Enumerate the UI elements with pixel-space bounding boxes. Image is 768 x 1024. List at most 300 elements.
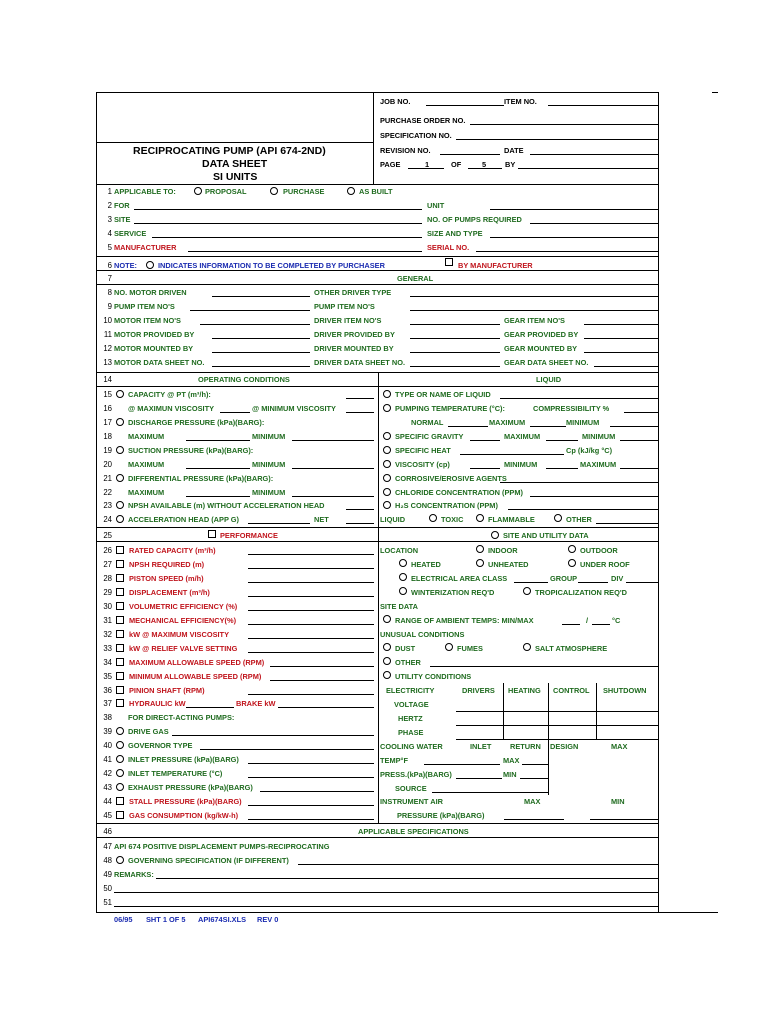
motor-mounted-label: MOTOR MOUNTED BY: [114, 344, 194, 353]
proposal-label: PROPOSAL: [205, 187, 247, 196]
proposal-radio[interactable]: [194, 187, 202, 195]
gas-consumption-label: GAS CONSUMPTION (kg/kW-h): [129, 811, 239, 820]
pump-item-field-2[interactable]: [410, 310, 658, 311]
po-no-label: PURCHASE ORDER NO.: [380, 116, 466, 125]
pumping-temp-radio[interactable]: [383, 404, 391, 412]
differential-min-label: MINIMUM: [252, 488, 286, 497]
temp-f-label: TEMP°F: [380, 756, 408, 765]
row-number: 42: [103, 769, 112, 778]
motor-datasheet-field[interactable]: [212, 366, 310, 367]
drive-gas-radio[interactable]: [116, 727, 124, 735]
temp-normal-label: NORMAL: [411, 418, 444, 427]
npsh-available-label: NPSH AVAILABLE (m) WITHOUT ACCELERATION HEAD: [128, 501, 325, 510]
page-total: 5: [482, 160, 487, 169]
row-number: 44: [103, 797, 112, 806]
driver-provided-label: DRIVER PROVIDED BY: [314, 330, 395, 339]
row-number: 48: [103, 856, 112, 865]
governing-spec-label: GOVERNING SPECIFICATION (IF DIFFERENT): [128, 856, 289, 865]
gas-consumption-checkbox[interactable]: [116, 811, 124, 819]
viscosity-label: VISCOSITY (cp): [395, 460, 450, 469]
footer-rev: REV 0: [257, 915, 279, 924]
row-number: 46: [103, 827, 112, 836]
kw-max-viscosity-checkbox[interactable]: [116, 630, 124, 638]
viscosity-radio[interactable]: [383, 460, 391, 468]
cooling-press-label: PRESS.(kPa)(BARG): [380, 770, 452, 779]
spec-no-label: SPECIFICATION NO.: [380, 131, 452, 140]
pinion-shaft-label: PINION SHAFT (RPM): [129, 686, 205, 695]
min-viscosity-label: @ MINIMUM VISCOSITY: [252, 404, 336, 413]
winterization-radio[interactable]: [399, 587, 407, 595]
npsh-required-label: NPSH REQUIRED (m): [129, 560, 205, 569]
utility-conditions-radio[interactable]: [383, 671, 391, 679]
form-title: RECIPROCATING PUMP (API 674-2ND): [133, 145, 326, 157]
no-motor-driven-field[interactable]: [212, 296, 310, 297]
dust-radio[interactable]: [383, 643, 391, 651]
governing-spec-radio[interactable]: [116, 856, 124, 864]
stall-pressure-label: STALL PRESSURE (kPa)(BARG): [129, 797, 242, 806]
direct-acting-heading: FOR DIRECT-ACTING PUMPS:: [128, 713, 235, 722]
gear-datasheet-field[interactable]: [594, 366, 658, 367]
job-no-label: JOB NO.: [380, 97, 411, 106]
manufacturer-field[interactable]: [188, 251, 422, 252]
dust-label: DUST: [395, 644, 416, 653]
inlet-pressure-label: INLET PRESSURE (kPa)(BARG): [128, 755, 239, 764]
row-number: 25: [103, 531, 112, 540]
date-field[interactable]: [530, 154, 658, 155]
gear-item-field[interactable]: [584, 324, 658, 325]
displacement-label: DISPLACEMENT (m³/h): [129, 588, 210, 597]
max-speed-label: MAXIMUM ALLOWABLE SPEED (RPM): [129, 658, 265, 667]
other-driver-field[interactable]: [410, 296, 658, 297]
type-liquid-radio[interactable]: [383, 390, 391, 398]
source-label: SOURCE: [395, 784, 427, 793]
chloride-radio[interactable]: [383, 488, 391, 496]
sg-min-label: MINIMUM: [582, 432, 616, 441]
cooling-design-header: DESIGN: [550, 742, 579, 751]
row-number: 3: [107, 215, 112, 224]
salt-atmosphere-label: SALT ATMOSPHERE: [535, 644, 608, 653]
by-field[interactable]: [518, 168, 658, 169]
remarks-label: REMARKS:: [114, 870, 154, 879]
row-number: 21: [103, 474, 112, 483]
as-built-radio[interactable]: [347, 187, 355, 195]
revision-no-field[interactable]: [440, 154, 500, 155]
inlet-pressure-radio[interactable]: [116, 755, 124, 763]
revision-no-label: REVISION NO.: [380, 146, 431, 155]
note-purchaser-text: INDICATES INFORMATION TO BE COMPLETED BY PURCHASER: [158, 261, 385, 270]
liquid-heading: LIQUID: [536, 375, 562, 384]
pump-item-label: PUMP ITEM NO'S: [114, 302, 175, 311]
temp-min-label: MINIMUM: [566, 418, 600, 427]
site-utility-heading: SITE AND UTILITY DATA: [503, 531, 589, 540]
row-number: 38: [103, 713, 112, 722]
heated-label: HEATED: [411, 560, 441, 569]
row-number: 5: [107, 243, 112, 252]
viscosity-min-label: MINIMUM: [504, 460, 538, 469]
row-number: 22: [103, 488, 112, 497]
form-units: SI UNITS: [213, 171, 258, 183]
footer-sheet: SHT 1 OF 5: [146, 915, 186, 924]
exhaust-pressure-radio[interactable]: [116, 783, 124, 791]
tropicalization-radio[interactable]: [523, 587, 531, 595]
mechanical-efficiency-label: MECHANICAL EFFICIENCY(%): [129, 616, 237, 625]
unit-field[interactable]: [490, 209, 658, 210]
note-label: NOTE:: [114, 261, 137, 270]
tropicalization-label: TROPICALIZATION REQ'D: [535, 588, 627, 597]
kw-relief-valve-checkbox[interactable]: [116, 644, 124, 652]
control-col-header: CONTROL: [553, 686, 590, 695]
size-type-label: SIZE AND TYPE: [427, 229, 483, 238]
manufacturer-indicator-icon: [445, 258, 453, 266]
acceleration-head-radio[interactable]: [116, 515, 124, 523]
suction-min-label: MINIMUM: [252, 460, 286, 469]
other-hazard-radio[interactable]: [554, 514, 562, 522]
stall-pressure-checkbox[interactable]: [116, 797, 124, 805]
row-number: 1: [107, 187, 112, 196]
npsh-required-checkbox[interactable]: [116, 560, 124, 568]
row-number: 32: [103, 630, 112, 639]
site-label: SITE: [114, 215, 131, 224]
motor-item-label: MOTOR ITEM NO'S: [114, 316, 181, 325]
general-heading: GENERAL: [397, 274, 434, 283]
indoor-radio[interactable]: [476, 545, 484, 553]
motor-provided-field[interactable]: [212, 338, 310, 339]
flammable-label: FLAMMABLE: [488, 515, 535, 524]
page-number: 1: [425, 160, 430, 169]
gear-mounted-label: GEAR MOUNTED BY: [504, 344, 578, 353]
gear-provided-field[interactable]: [584, 338, 658, 339]
shutdown-col-header: SHUTDOWN: [603, 686, 647, 695]
electricity-label: ELECTRICITY: [386, 686, 435, 695]
motor-datasheet-label: MOTOR DATA SHEET NO.: [114, 358, 205, 367]
item-no-field[interactable]: [548, 105, 658, 106]
salt-atmosphere-radio[interactable]: [523, 643, 531, 651]
item-no-label: ITEM NO.: [504, 97, 537, 106]
governor-type-label: GOVERNOR TYPE: [128, 741, 193, 750]
heating-col-header: HEATING: [508, 686, 541, 695]
unusual-conditions-label: UNUSUAL CONDITIONS: [380, 630, 465, 639]
row-number: 12: [103, 344, 112, 353]
row-number: 18: [103, 432, 112, 441]
volumetric-efficiency-label: VOLUMETRIC EFFICIENCY (%): [129, 602, 238, 611]
row-number: 26: [103, 546, 112, 555]
under-roof-label: UNDER ROOF: [580, 560, 630, 569]
hertz-label: HERTZ: [398, 714, 423, 723]
piston-speed-label: PISTON SPEED (m/h): [129, 574, 204, 583]
row-number: 43: [103, 783, 112, 792]
exhaust-pressure-label: EXHAUST PRESSURE (kPa)(BARG): [128, 783, 253, 792]
differential-pressure-radio[interactable]: [116, 474, 124, 482]
displacement-checkbox[interactable]: [116, 588, 124, 596]
suction-pressure-label: SUCTION PRESSURE (kPa)(BARG):: [128, 446, 254, 455]
discharge-pressure-label: DISCHARGE PRESSURE (kPa)(BARG):: [128, 418, 265, 427]
discharge-pressure-radio[interactable]: [116, 418, 124, 426]
other-hazard-label: OTHER: [566, 515, 592, 524]
inst-air-max-label: MAX: [524, 797, 541, 806]
date-label: DATE: [504, 146, 524, 155]
row-number: 16: [103, 404, 112, 413]
as-built-label: AS BUILT: [359, 187, 393, 196]
div-label: DIV: [611, 574, 624, 583]
applicable-specifications-heading: APPLICABLE SPECIFICATIONS: [358, 827, 469, 836]
row-number: 35: [103, 672, 112, 681]
unit-label: UNIT: [427, 201, 445, 210]
motor-mounted-field[interactable]: [212, 352, 310, 353]
under-roof-radio[interactable]: [568, 559, 576, 567]
corrosive-radio[interactable]: [383, 474, 391, 482]
row-number: 24: [103, 515, 112, 524]
drivers-col-header: DRIVERS: [462, 686, 495, 695]
piston-speed-checkbox[interactable]: [116, 574, 124, 582]
rated-capacity-checkbox[interactable]: [116, 546, 124, 554]
net-label: NET: [314, 515, 329, 524]
no-motor-driven-label: NO. MOTOR DRIVEN: [114, 288, 187, 297]
rated-capacity-label: RATED CAPACITY (m³/h): [129, 546, 216, 555]
row-number: 6: [107, 261, 112, 270]
row-number: 10: [103, 316, 112, 325]
row-number: 8: [107, 288, 112, 297]
row-number: 49: [103, 870, 112, 879]
row-number: 39: [103, 727, 112, 736]
row-number: 41: [103, 755, 112, 764]
row-number: 36: [103, 686, 112, 695]
inlet-temperature-label: INLET TEMPERATURE (°C): [128, 769, 223, 778]
for-field[interactable]: [134, 209, 422, 210]
of-label: OF: [451, 160, 462, 169]
fumes-label: FUMES: [457, 644, 483, 653]
performance-checkbox-icon: [208, 530, 216, 538]
size-type-field[interactable]: [490, 237, 658, 238]
purchase-radio[interactable]: [270, 187, 278, 195]
row-number: 7: [107, 274, 112, 283]
mechanical-efficiency-checkbox[interactable]: [116, 616, 124, 624]
type-liquid-label: TYPE OR NAME OF LIQUID: [395, 390, 491, 399]
temp-max-label-2: MAX: [503, 756, 520, 765]
row-number: 37: [103, 699, 112, 708]
row-number: 19: [103, 446, 112, 455]
pinion-shaft-checkbox[interactable]: [116, 686, 124, 694]
pump-item-field[interactable]: [190, 310, 310, 311]
gear-provided-label: GEAR PROVIDED BY: [504, 330, 579, 339]
by-label: BY: [505, 160, 516, 169]
po-no-field[interactable]: [470, 124, 658, 125]
volumetric-efficiency-checkbox[interactable]: [116, 602, 124, 610]
unheated-radio[interactable]: [476, 559, 484, 567]
row-number: 20: [103, 460, 112, 469]
serial-no-field[interactable]: [476, 251, 658, 252]
pump-item-label-2: PUMP ITEM NO'S: [314, 302, 375, 311]
chloride-label: CHLORIDE CONCENTRATION (PPM): [395, 488, 523, 497]
row-number: 29: [103, 588, 112, 597]
hydraulic-kw-label: HYDRAULIC kW: [129, 699, 186, 708]
h2s-radio[interactable]: [383, 501, 391, 509]
row-number: 47: [103, 842, 112, 851]
outdoor-label: OUTDOOR: [580, 546, 618, 555]
liquid-hazard-label: LIQUID: [380, 515, 406, 524]
applicable-to-label: APPLICABLE TO:: [114, 187, 176, 196]
electrical-area-label: ELECTRICAL AREA CLASS: [411, 574, 508, 583]
row-number: 2: [107, 201, 112, 210]
ambient-separator: /: [586, 616, 589, 625]
no-pumps-label: NO. OF PUMPS REQUIRED: [427, 215, 522, 224]
other-conditions-radio[interactable]: [383, 657, 391, 665]
row-number: 13: [103, 358, 112, 367]
npsh-available-radio[interactable]: [116, 501, 124, 509]
driver-datasheet-label: DRIVER DATA SHEET NO.: [314, 358, 406, 367]
site-utility-icon: [491, 531, 499, 539]
max-viscosity-label: @ MAXIMUN VISCOSITY: [128, 404, 215, 413]
group-label: GROUP: [550, 574, 578, 583]
row-number: 27: [103, 560, 112, 569]
purchaser-indicator-icon: [146, 261, 154, 269]
job-no-field[interactable]: [426, 105, 504, 106]
row-number: 14: [103, 375, 112, 384]
driver-item-label: DRIVER ITEM NO'S: [314, 316, 382, 325]
hydraulic-kw-checkbox[interactable]: [116, 699, 124, 707]
brake-kw-label: BRAKE kW: [236, 699, 276, 708]
heated-radio[interactable]: [399, 559, 407, 567]
kw-relief-valve-label: kW @ RELIEF VALVE SETTING: [129, 644, 238, 653]
discharge-max-label: MAXIMUM: [128, 432, 165, 441]
row-number: 15: [103, 390, 112, 399]
footer-date: 06/95: [114, 915, 133, 924]
inst-air-pressure-label: PRESSURE (kPa)(BARG): [397, 811, 485, 820]
motor-item-field[interactable]: [200, 324, 310, 325]
row-number: 33: [103, 644, 112, 653]
row-number: 50: [103, 884, 112, 893]
phase-label: PHASE: [398, 728, 424, 737]
row-number: 11: [103, 330, 112, 339]
manufacturer-label: MANUFACTURER: [114, 243, 177, 252]
site-field[interactable]: [134, 223, 422, 224]
api-674-spec: API 674 POSITIVE DISPLACEMENT PUMPS-RECIPROCATING: [114, 842, 330, 851]
governor-type-radio[interactable]: [116, 741, 124, 749]
operating-conditions-heading: OPERATING CONDITIONS: [198, 375, 290, 384]
driver-mounted-label: DRIVER MOUNTED BY: [314, 344, 394, 353]
h2s-label: H₂S CONCENTRATION (PPM): [395, 501, 498, 510]
driver-mounted-field[interactable]: [410, 352, 500, 353]
cp-label: Cp (kJ/kg °C): [566, 446, 613, 455]
capacity-field[interactable]: [346, 398, 374, 399]
temp-max-label: MAXIMUM: [489, 418, 526, 427]
corrosive-label: CORROSIVE/EROSIVE AGENTS: [395, 474, 507, 483]
row-number: 51: [103, 898, 112, 907]
gear-datasheet-label: GEAR DATA SHEET NO.: [504, 358, 589, 367]
other-driver-label: OTHER DRIVER TYPE: [314, 288, 392, 297]
location-label: LOCATION: [380, 546, 419, 555]
fumes-radio[interactable]: [445, 643, 453, 651]
drive-gas-label: DRIVE GAS: [128, 727, 169, 736]
suction-pressure-radio[interactable]: [116, 446, 124, 454]
acceleration-head-label: ACCELERATION HEAD (APP G): [128, 515, 239, 524]
driver-provided-field[interactable]: [410, 338, 500, 339]
other-conditions-label: OTHER: [395, 658, 421, 667]
instrument-air-label: INSTRUMENT AIR: [380, 797, 443, 806]
driver-item-field[interactable]: [410, 324, 500, 325]
compressibility-label: COMPRESSIBILITY %: [533, 404, 610, 413]
discharge-min-label: MINIMUM: [252, 432, 286, 441]
row-number: 40: [103, 741, 112, 750]
row-number: 31: [103, 616, 112, 625]
ambient-range-label: RANGE OF AMBIENT TEMPS: MIN/MAX: [395, 616, 534, 625]
for-label: FOR: [114, 201, 130, 210]
voltage-label: VOLTAGE: [394, 700, 429, 709]
viscosity-max-label: MAXIMUM: [580, 460, 617, 469]
specific-gravity-label: SPECIFIC GRAVITY: [395, 432, 464, 441]
toxic-label: TOXIC: [441, 515, 464, 524]
differential-pressure-label: DIFFERENTIAL PRESSURE (kPa)(BARG):: [128, 474, 274, 483]
inlet-temperature-radio[interactable]: [116, 769, 124, 777]
gear-mounted-field[interactable]: [584, 352, 658, 353]
form-subtitle: DATA SHEET: [202, 158, 268, 170]
specific-gravity-radio[interactable]: [383, 432, 391, 440]
toxic-radio[interactable]: [429, 514, 437, 522]
serial-no-label: SERIAL NO.: [427, 243, 470, 252]
winterization-label: WINTERIZATION REQ'D: [411, 588, 495, 597]
capacity-label: CAPACITY @ PT (m³/h):: [128, 390, 211, 399]
motor-provided-label: MOTOR PROVIDED BY: [114, 330, 195, 339]
max-speed-checkbox[interactable]: [116, 658, 124, 666]
row-number: 9: [107, 302, 112, 311]
cooling-max-header: MAX: [611, 742, 628, 751]
page-label: PAGE: [380, 160, 401, 169]
suction-max-label: MAXIMUM: [128, 460, 165, 469]
no-pumps-field[interactable]: [530, 223, 658, 224]
sg-max-label: MAXIMUM: [504, 432, 541, 441]
row-number: 17: [103, 418, 112, 427]
remarks-field[interactable]: [156, 878, 658, 879]
row-number: 45: [103, 811, 112, 820]
cooling-water-label: COOLING WATER: [380, 742, 443, 751]
row-number: 28: [103, 574, 112, 583]
specific-heat-radio[interactable]: [383, 446, 391, 454]
differential-max-label: MAXIMUM: [128, 488, 165, 497]
unheated-label: UNHEATED: [488, 560, 529, 569]
row-number: 23: [103, 501, 112, 510]
spec-no-field[interactable]: [456, 139, 658, 140]
service-label: SERVICE: [114, 229, 147, 238]
row-number: 30: [103, 602, 112, 611]
gear-item-label: GEAR ITEM NO'S: [504, 316, 565, 325]
cooling-inlet-header: INLET: [470, 742, 492, 751]
cooling-return-header: RETURN: [510, 742, 541, 751]
min-speed-checkbox[interactable]: [116, 672, 124, 680]
ambient-range-radio[interactable]: [383, 615, 391, 623]
cooling-min-label: MIN: [503, 770, 517, 779]
pumping-temp-label: PUMPING TEMPERATURE (°C):: [395, 404, 505, 413]
row-number: 4: [107, 229, 112, 238]
performance-heading: PERFORMANCE: [220, 531, 278, 540]
driver-datasheet-field[interactable]: [410, 366, 500, 367]
inst-air-min-label: MIN: [611, 797, 625, 806]
service-field[interactable]: [152, 237, 422, 238]
utility-conditions-label: UTILITY CONDITIONS: [395, 672, 472, 681]
min-speed-label: MINIMUM ALLOWABLE SPEED (RPM): [129, 672, 262, 681]
row-number: 34: [103, 658, 112, 667]
ambient-unit: °C: [612, 616, 621, 625]
indoor-label: INDOOR: [488, 546, 518, 555]
electrical-area-radio[interactable]: [399, 573, 407, 581]
flammable-radio[interactable]: [476, 514, 484, 522]
kw-max-viscosity-label: kW @ MAXIMUM VISCOSITY: [129, 630, 230, 639]
outdoor-radio[interactable]: [568, 545, 576, 553]
footer-file: API674SI.XLS: [198, 915, 247, 924]
capacity-radio[interactable]: [116, 390, 124, 398]
note-manufacturer-text: BY MANUFACTURER: [458, 261, 533, 270]
purchase-label: PURCHASE: [283, 187, 325, 196]
site-data-label: SITE DATA: [380, 602, 418, 611]
specific-heat-label: SPECIFIC HEAT: [395, 446, 451, 455]
